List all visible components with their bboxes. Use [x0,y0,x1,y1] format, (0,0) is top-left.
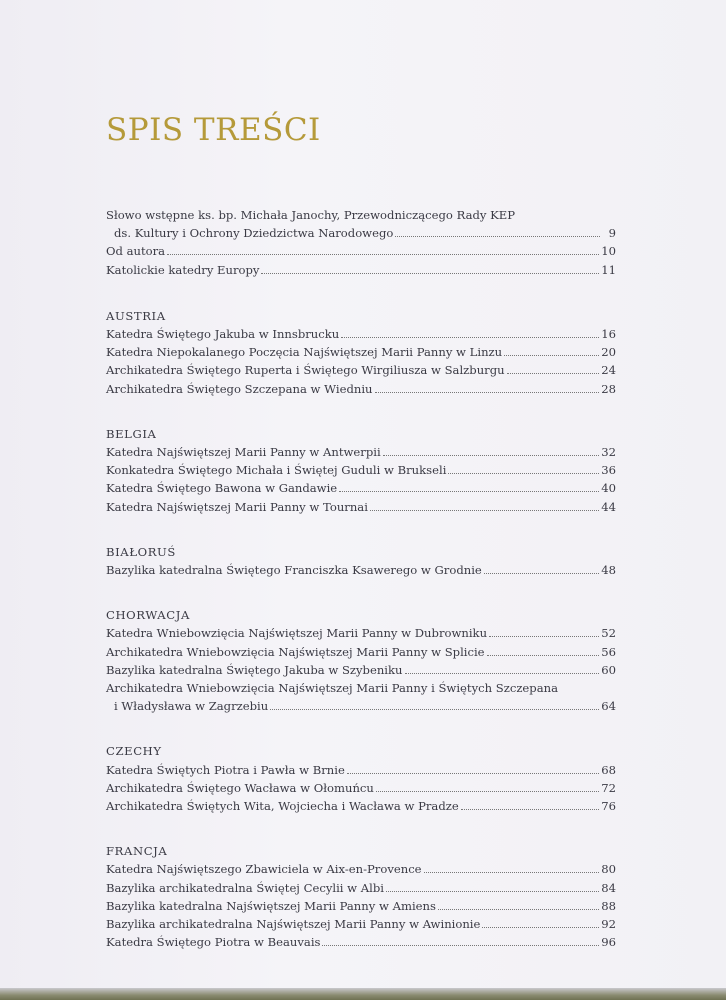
section-heading: BELGIA [106,426,157,441]
dot-leader [504,355,599,356]
toc-entry-title-line: Archikatedra Wniebowzięcia Najświętszej Marii Panny i Świętych Szczepana [106,681,559,696]
dot-leader [448,473,599,474]
toc-entry-title-line: Katedra Wniebowzięcia Najświętszej Marii Panny w Dubrowniku [106,626,488,641]
section-heading: FRANCJA [106,844,168,859]
dot-leader [424,872,600,873]
toc-entry-title-line: Katedra Niepokalanego Poczęcia Najświętszej Marii Panny w Linzu [106,345,503,360]
toc-entry [106,761,616,779]
dot-leader [347,773,599,774]
toc-entry [106,897,616,915]
toc-entry [106,498,616,516]
page-number: 36 [601,463,616,478]
toc-entry-title-line: Katedra Świętego Piotra w Beauvais [106,935,321,950]
toc-entry [106,461,616,479]
toc-entry [106,261,616,279]
dot-leader [376,791,599,792]
toc-entry [106,779,616,797]
toc-entry-title-line: Bazylika archikatedralna Najświętszej Marii Panny w Awinionie [106,917,481,932]
toc-entry [106,860,616,878]
toc-entry-title-line: Archikatedra Świętego Wacława w Ołomuńcu [106,780,374,795]
toc-entry-title-line: ds. Kultury i Ochrony Dziedzictwa Narodowego [114,226,394,241]
page-number: 56 [601,644,616,659]
dot-leader [341,337,599,338]
page-edge [0,988,726,1000]
country-section [106,606,616,715]
page-number: 52 [601,626,616,641]
toc-entry-title-line: Bazylika katedralna Najświętszej Marii Panny w Amiens [106,898,436,913]
page-number: 84 [601,880,616,895]
dot-leader [489,636,599,637]
toc-entry [106,361,616,379]
dot-leader [461,809,600,810]
toc-entry [106,561,616,579]
table-of-contents [106,206,616,952]
toc-entry-title-line: Katedra Najświętszej Marii Panny w Tournai [106,499,368,514]
toc-entry [106,443,616,461]
page-number: 48 [601,563,616,578]
toc-entry-title-line: Konkatedra Świętego Michała i Świętej Guduli w Brukseli [106,463,447,478]
page-number: 64 [601,699,616,714]
page-number: 72 [601,780,616,795]
dot-leader [405,673,600,674]
toc-entry-title-line: Archikatedra Świętych Wita, Wojciecha i Wacława w Pradze [106,799,459,814]
dot-leader [383,455,600,456]
toc-entry [106,624,616,642]
page-number: 92 [601,917,616,932]
toc-entry-title-line: Katedra Najświętszego Zbawiciela w Aix-en-Provence [106,862,422,877]
toc-entry [106,879,616,897]
toc-entry-title-line: Katedra Świętego Jakuba w Innsbrucku [106,327,340,342]
toc-entry-title-line: Archikatedra Wniebowzięcia Najświętszej Marii Panny w Splicie [106,644,485,659]
toc-entry [106,343,616,361]
toc-entry [106,206,616,242]
dot-leader [484,573,599,574]
toc-entry [106,242,616,260]
toc-entry [106,797,616,815]
toc-entry [106,915,616,933]
dot-leader [339,491,599,492]
toc-entry-title-line: Bazylika archikatedralna Świętej Cecylii w Albi [106,880,384,895]
page-number: 68 [601,762,616,777]
country-section [106,742,616,815]
dot-leader [487,655,600,656]
page-number: 88 [601,898,616,913]
dot-leader [438,909,599,910]
page-number: 32 [601,445,616,460]
toc-entry [106,661,616,679]
toc-entry [106,479,616,497]
section-heading: CZECHY [106,744,162,759]
dot-leader [375,392,600,393]
country-section [106,425,616,516]
page-number: 96 [601,935,616,950]
dot-leader [261,273,599,274]
dot-leader [370,510,599,511]
toc-entry [106,380,616,398]
page-number: 28 [601,381,616,396]
page-title: SPIS TREŚCI [106,112,321,148]
page-number: 76 [601,799,616,814]
toc-entry [106,643,616,661]
page-number: 40 [601,481,616,496]
section-heading: AUSTRIA [106,308,166,323]
page-number: 44 [601,499,616,514]
page-number: 24 [601,363,616,378]
country-section [106,543,616,579]
toc-entry-title-line: Katedra Najświętszej Marii Panny w Antwerpii [106,445,381,460]
page-number: 11 [601,262,616,277]
dot-leader [507,373,600,374]
dot-leader [395,236,600,237]
dot-leader [270,709,599,710]
page-number: 10 [601,244,616,259]
country-section [106,842,616,951]
section-heading: BIAŁORUŚ [106,544,176,559]
dot-leader [167,254,599,255]
dot-leader [386,891,599,892]
page-number: 80 [601,862,616,877]
toc-entry [106,933,616,951]
toc-entry-title-line: Katolickie katedry Europy [106,262,260,277]
dot-leader [482,927,599,928]
toc-entry-title-line: i Władysława w Zagrzebiu [114,699,269,714]
toc-entry-title-line: Od autora [106,244,166,259]
page-number: 60 [601,662,616,677]
page-number: 16 [601,327,616,342]
toc-entry-title-line: Katedra Świętego Bawona w Gandawie [106,481,338,496]
toc-entry-title-line: Bazylika katedralna Świętego Jakuba w Szybeniku [106,662,403,677]
toc-entry [106,325,616,343]
page-number: 20 [601,345,616,360]
section-heading: CHORWACJA [106,608,190,623]
toc-entry-title-line: Archikatedra Świętego Ruperta i Świętego Wirgiliusza w Salzburgu [106,363,505,378]
page-number: 9 [608,226,616,241]
toc-entry-title-line: Słowo wstępne ks. bp. Michała Janochy, Przewodniczącego Rady KEP [106,208,516,222]
toc-entry-title-line: Bazylika katedralna Świętego Franciszka Ksawerego w Grodnie [106,563,482,578]
toc-entry [106,679,616,715]
toc-entry-title-line: Archikatedra Świętego Szczepana w Wiedniu [106,381,373,396]
toc-entry-title-line: Katedra Świętych Piotra i Pawła w Brnie [106,762,345,777]
dot-leader [322,945,599,946]
country-section [106,307,616,398]
intro-entries [106,206,616,279]
